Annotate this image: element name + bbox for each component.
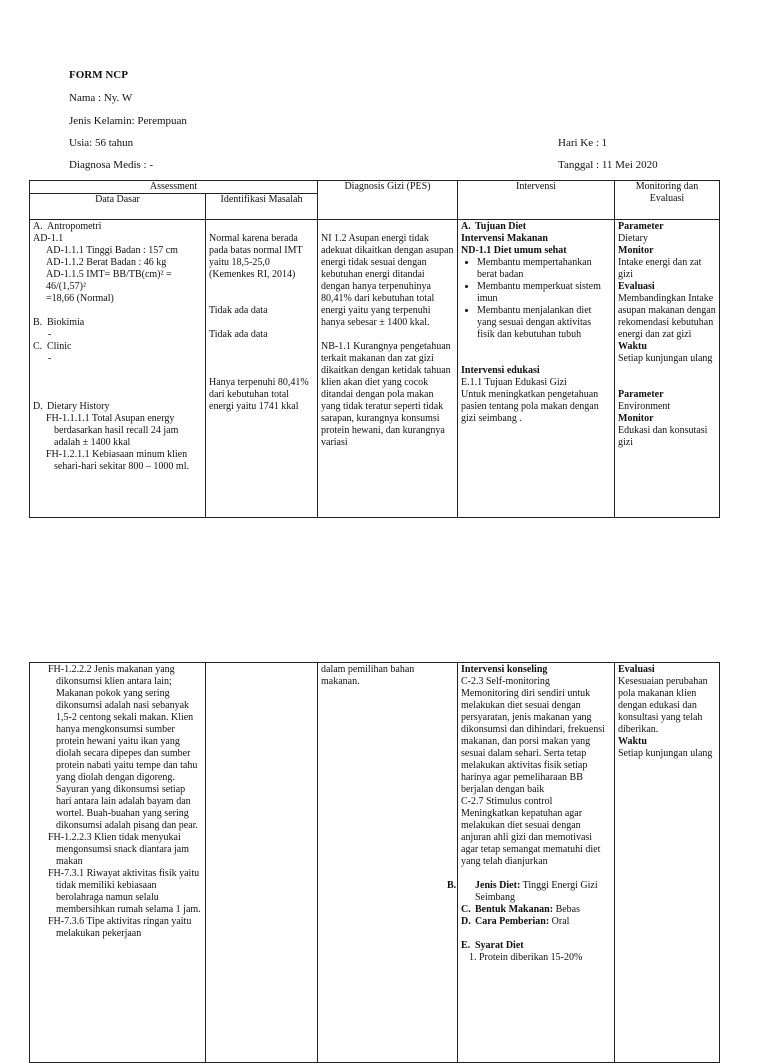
nd11-diet-umum: ND-1.1 Diet umum sehat — [461, 245, 567, 256]
identifikasi-clinic: Tidak ada data — [209, 329, 268, 340]
monitoring-cell — [615, 663, 720, 1063]
patient-gender: Jenis Kelamin: Perempuan — [69, 115, 187, 127]
imt-formula: AD-1.1.5 IMT= BB/TB(cm)² = 46/(1,57)² — [46, 269, 172, 292]
tujuan-diet-heading: A. Tujuan Diet — [461, 221, 527, 232]
header-monitoring-line2: Evaluasi — [649, 193, 685, 204]
diagnosis-cell — [318, 663, 458, 1063]
medical-diagnosis: Diagnosa Medis : - — [69, 159, 154, 171]
waktu-label: Waktu — [618, 341, 647, 352]
ncp-table-part2 — [29, 662, 720, 1063]
c27-stimulus-control: C-2.7 Stimulus control — [461, 796, 553, 807]
waktu-value: Setiap kunjungan ulang — [618, 748, 713, 759]
intervensi-makanan-heading: Intervensi Makanan — [461, 233, 548, 244]
antropometri-heading: A. Antropometri — [33, 221, 102, 232]
bentuk-makanan: C. Bentuk Makanan: Bebas — [461, 904, 581, 915]
patient-name: Nama : Ny. W — [69, 92, 133, 104]
intervensi-edukasi-heading: Intervensi edukasi — [461, 365, 540, 376]
monitoring-cell — [615, 220, 720, 518]
clinic-value: - — [48, 353, 52, 364]
monitor-value: Intake energi dan zat gizi — [618, 257, 702, 280]
header-monitoring-line1: Monitoring dan — [635, 181, 699, 192]
diagnosis-nb11: NB-1.1 Kurangnya pengetahuan terkait makanan dan zat gizi dikaitkan dengan ketidak tahuan klien akan diet yang cocok ditandai dengan pola makan yang tidak teratur seperti tidak sarapan, kurangnya konsumsi protein hewani, dan kurangnya variasi — [321, 341, 451, 448]
waktu-label: Waktu — [618, 736, 647, 747]
diagnosis-ni12: NI 1.2 Asupan energi tidak adekuat dikaitkan dengan asupan energi tidak sesuai dengan kebutuhan energi ditandai dengan hanya terpenuhinya 80,41% dari kebutuhan total energi yaitu yang terpenuhi hanya sebesar ± 1400 kkal. — [321, 233, 454, 328]
cara-pemberian: D. Cara Pemberian: Oral — [461, 916, 570, 927]
intervensi-konseling-heading: Intervensi konseling — [461, 664, 548, 675]
edukasi-text: Untuk meningkatkan pengetahuan pasien tentang pola makan dengan gizi seimbang . — [461, 389, 599, 424]
c23-text: Memonitoring diri sendiri untuk melakukan diet sesuai dengan persyaratan, jenis makanan yang dikonsumsi dan dihindari, frekuensi makanan, dan porsi makan yang sesuai dalam sehari. Serta tetap melakukan aktivitas fisik setiap harinya agar pemeliharaan BB berjalan dengan baik — [461, 688, 605, 795]
c27-text: Meningkatkan kepatuhan agar melakukan diet sesuai dengan anjuran ahli gizi dan memotivasi agar tetap semangat mematuhi diet yang telah dianjurkan — [461, 808, 601, 867]
fh736-tipe-aktivitas: FH-7.3.6 Tipe aktivitas ringan yaitu melakukan pekerjaan — [48, 916, 192, 939]
biokimia-value: - — [48, 329, 52, 340]
data-dasar-cell — [30, 663, 206, 1063]
clinic-heading: C. Clinic — [33, 341, 72, 352]
header-monitoring — [615, 181, 720, 220]
identifikasi-dietary: Hanya terpenuhi 80,41% dari kebutuhan total energi yaitu 1741 kkal — [209, 377, 309, 412]
evaluasi-label: Evaluasi — [618, 281, 655, 292]
header-intervensi: Intervensi — [458, 181, 615, 220]
evaluasi-label: Evaluasi — [618, 664, 655, 675]
monitor-label: Monitor — [618, 413, 654, 424]
header-identifikasi-masalah: Identifikasi Masalah — [206, 194, 318, 220]
fh731-aktivitas-fisik: FH-7.3.1 Riwayat aktivitas fisik yaitu tidak memiliki kebiasaan berolahraga namun selalu membersihkan rumah selama 1 jam. — [48, 868, 201, 915]
monitor-value: Edukasi dan konsutasi gizi — [618, 425, 708, 448]
dietary-history-heading: D. Dietary History — [33, 401, 110, 412]
biokimia-heading: B. Biokimia — [33, 317, 85, 328]
parameter-label: Parameter — [618, 389, 664, 400]
list-item: • Membantu menjalankan diet yang sesuai dengan aktivitas fisik dan kebutuhan tubuh — [477, 305, 611, 341]
patient-age: Usia: 56 tahun — [69, 137, 134, 149]
tinggi-badan: AD-1.1.1 Tinggi Badan : 157 cm — [46, 245, 178, 256]
e11-tujuan-edukasi: E.1.1 Tujuan Edukasi Gizi — [461, 377, 567, 388]
syarat-diet-heading: E. Syarat Diet — [461, 940, 524, 951]
monitor-label: Monitor — [618, 245, 654, 256]
diagnosis-continuation: dalam pemilihan bahan makanan. — [321, 664, 415, 687]
data-dasar-cell — [30, 220, 206, 518]
diagnosis-cell — [318, 220, 458, 518]
imt-result: =18,66 (Normal) — [46, 293, 114, 304]
parameter-value: Environment — [618, 401, 671, 412]
fh1211-kebiasaan-minum: FH-1.2.1.1 Kebiasaan minum klien sehari-hari sekitar 800 – 1000 ml. — [46, 449, 189, 472]
list-item: • Membantu mempertahankan berat badan — [477, 257, 611, 281]
header-data-dasar: Data Dasar — [30, 194, 206, 220]
jenis-diet: B. Jenis Diet: Tinggi Energi Gizi Seimbang — [447, 880, 598, 903]
parameter-value: Dietary — [618, 233, 648, 244]
c23-self-monitoring: C-2.3 Self-monitoring — [461, 676, 550, 687]
parameter-label: Parameter — [618, 221, 664, 232]
syarat-diet-list — [461, 952, 611, 964]
list-item: 1. Protein diberikan 15-20% — [479, 952, 611, 964]
fh1223-snack: FH-1.2.2.3 Klien tidak menyukai mengonsumsi snack diantara jam makan — [48, 832, 190, 867]
list-item: • Membantu memperkuat sistem imun — [477, 281, 611, 305]
berat-badan: AD-1.1.2 Berat Badan : 46 kg — [46, 257, 167, 268]
form-date: Tanggal : 11 Mei 2020 — [558, 159, 658, 171]
ad11-code: AD-1.1 — [33, 233, 64, 244]
header-diagnosis-gizi: Diagnosis Gizi (PES) — [318, 181, 458, 220]
evaluasi-value: Membandingkan Intake asupan makanan dengan rekomendasi kebutuhan energi dan zat gizi — [618, 293, 716, 340]
waktu-value: Setiap kunjungan ulang — [618, 353, 713, 364]
header-assessment: Assessment — [30, 181, 318, 194]
identifikasi-biokimia: Tidak ada data — [209, 305, 268, 316]
intervensi-cell — [458, 220, 615, 518]
identifikasi-cell — [206, 663, 318, 1063]
identifikasi-antropometri: Normal karena berada pada batas normal IMT yaitu 18,5-25,0 (Kemenkes RI, 2014) — [209, 233, 303, 280]
tujuan-diet-list — [461, 257, 611, 341]
intervensi-cell — [447, 663, 615, 1063]
fh1222-jenis-makanan: FH-1.2.2.2 Jenis makanan yang dikonsumsi klien antara lain; Makanan pokok yang sering dikonsumsi adalah nasi sebanyak 1,5-2 centong sekali makan. Klien hanya mengkonsumsi sumber protein hewani yaitu ikan yang diolah secara dipepes dan sumber protein nabati yaitu tempe dan tahu yang diolah dengan digoreng. Sayuran yang dikonsumsi setiap hari antara lain adalah bayam dan wortel. Buah-buahan yang sering dikonsumsi adalah pisang dan pear. — [48, 664, 198, 831]
fh1111-total-asupan: FH-1.1.1.1 Total Asupan energy berdasarkan hasil recall 24 jam adalah ± 1400 kkal — [46, 413, 179, 448]
form-title: FORM NCP — [69, 69, 128, 81]
evaluasi-value: Kesesuaian perubahan pola makanan klien dengan edukasi dan konsultasi yang telah diberikan. — [618, 676, 708, 735]
identifikasi-cell — [206, 220, 318, 518]
ncp-table-part1 — [29, 180, 720, 518]
day-number: Hari Ke : 1 — [558, 137, 608, 149]
